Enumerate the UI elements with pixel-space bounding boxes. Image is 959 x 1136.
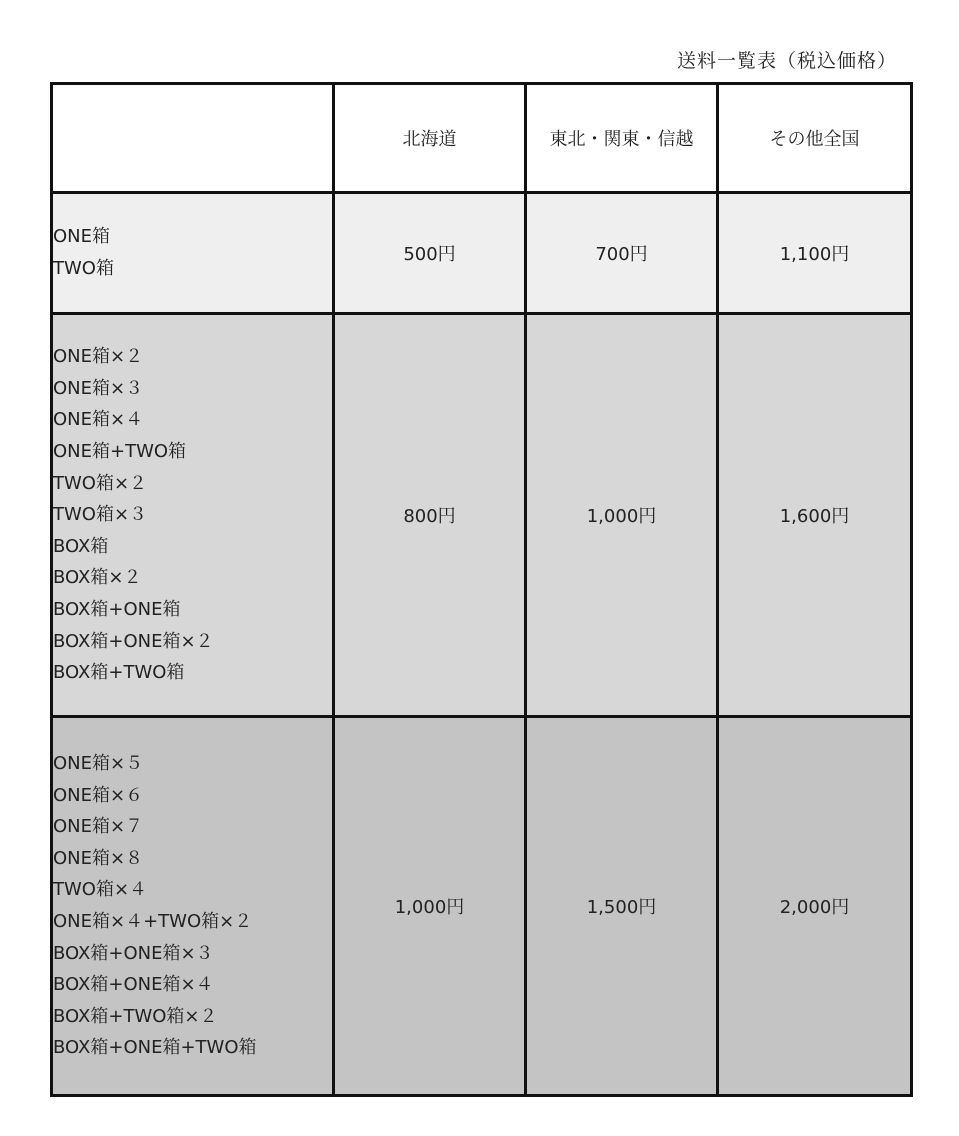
list-item: BOX箱 <box>53 535 109 557</box>
table-header-row <box>52 84 912 193</box>
price-cell-other: 2,000円 <box>718 717 912 1096</box>
box-combination-list <box>52 193 334 314</box>
price-cell-tohoku-kanto-shinetsu: 700円 <box>526 193 718 314</box>
list-item: TWO箱×３ <box>53 504 148 526</box>
list-item: ONE箱+TWO箱 <box>53 441 187 463</box>
shipping-rate-table <box>50 82 913 1097</box>
price-cell-hokkaido: 500円 <box>334 193 526 314</box>
page-title: 送料一覧表（税込価格） <box>676 50 897 72</box>
list-item: BOX箱+ONE箱+TWO箱 <box>53 1037 257 1059</box>
box-combination-list <box>52 314 334 717</box>
corner-cell <box>52 84 334 193</box>
region-header-hokkaido: 北海道 <box>334 84 526 193</box>
table-row <box>52 314 912 717</box>
box-combination-list <box>52 717 334 1096</box>
list-item: BOX箱+ONE箱×３ <box>53 942 214 964</box>
list-item: ONE箱×５ <box>53 753 144 775</box>
list-item: TWO箱×２ <box>53 472 148 494</box>
list-item: TWO箱 <box>53 258 114 279</box>
list-item: ONE箱×３ <box>53 377 144 399</box>
region-header-tohoku-kanto-shinetsu: 東北・関東・信越 <box>526 84 718 193</box>
list-item: BOX箱×２ <box>53 567 142 589</box>
price-cell-tohoku-kanto-shinetsu: 1,000円 <box>526 314 718 717</box>
list-item: ONE箱×６ <box>53 784 144 806</box>
list-item: ONE箱×４ <box>53 409 144 431</box>
list-item: BOX箱+ONE箱 <box>53 598 181 620</box>
table-row <box>52 717 912 1096</box>
list-item: BOX箱+ONE箱×２ <box>53 630 214 652</box>
list-item: ONE箱×２ <box>53 346 144 368</box>
list-item: BOX箱+TWO箱 <box>53 662 185 684</box>
list-item: TWO箱×４ <box>53 879 148 901</box>
price-cell-hokkaido: 800円 <box>334 314 526 717</box>
list-item: ONE箱×４+TWO箱×２ <box>53 911 253 932</box>
region-header-other: その他全国 <box>718 84 912 193</box>
table-row <box>52 193 912 314</box>
list-item: BOX箱+TWO箱×２ <box>53 1005 218 1027</box>
price-cell-other: 1,100円 <box>718 193 912 314</box>
price-cell-tohoku-kanto-shinetsu: 1,500円 <box>526 717 718 1096</box>
price-cell-other: 1,600円 <box>718 314 912 717</box>
list-item: ONE箱 <box>53 226 111 248</box>
list-item: ONE箱×７ <box>53 816 144 838</box>
list-item: ONE箱×８ <box>53 847 144 869</box>
list-item: BOX箱+ONE箱×４ <box>53 974 214 996</box>
price-cell-hokkaido: 1,000円 <box>334 717 526 1096</box>
